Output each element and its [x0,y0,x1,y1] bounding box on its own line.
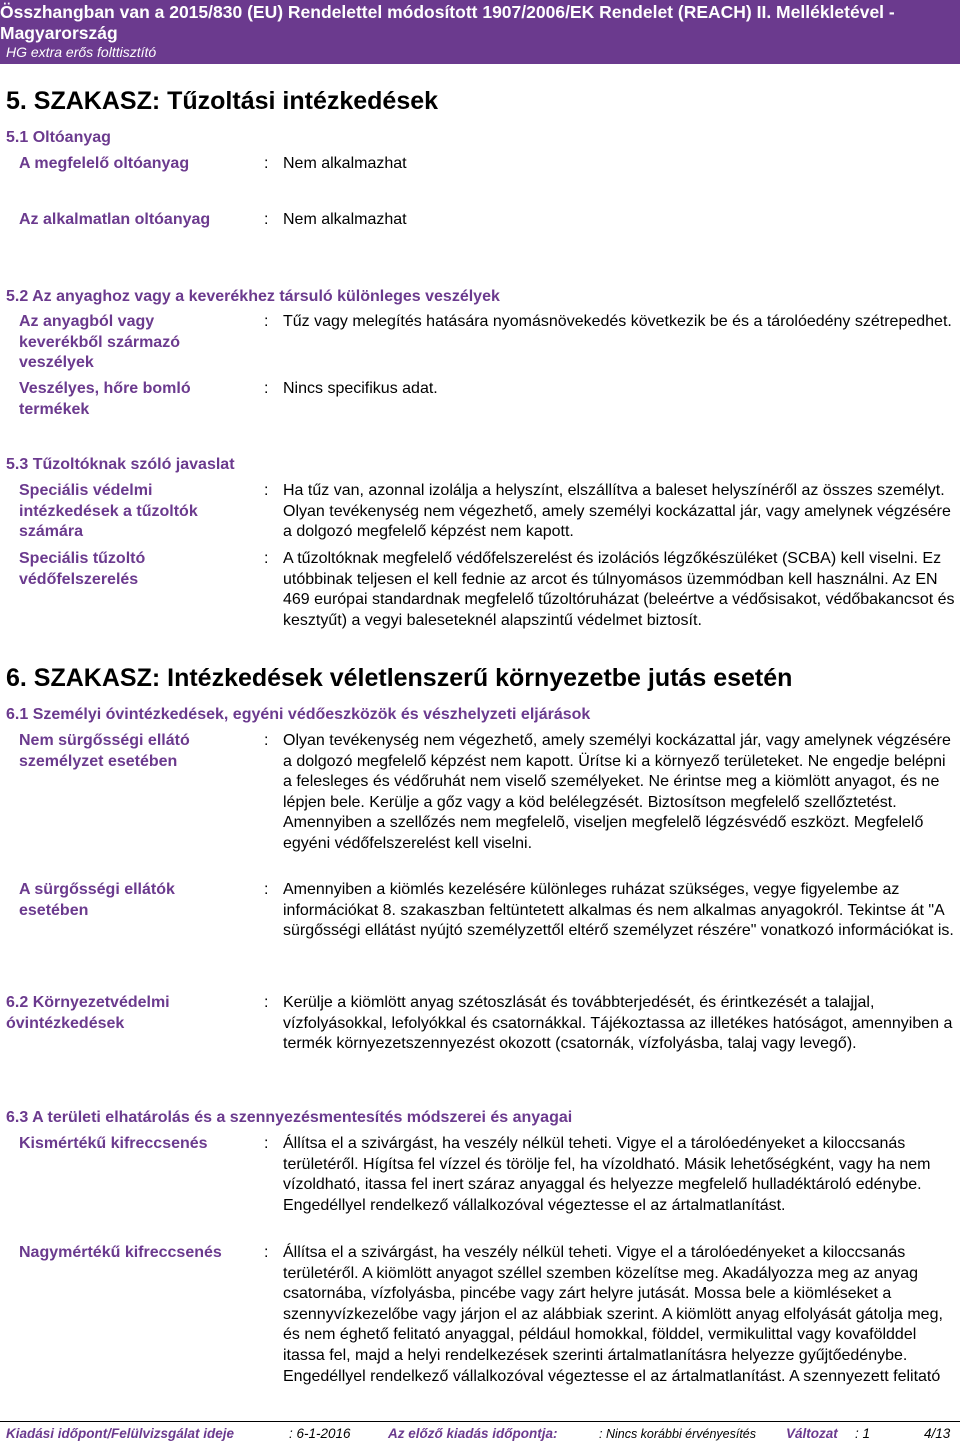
field-label: Speciális védelmi intézkedések a tűzoltók számára [19,482,198,541]
subsection-5-2-title: 5.2 Az anyaghoz vagy a keverékhez társuló különleges veszélyek [6,288,500,305]
field-value: Ha tűz van, azonnal izolálja a helyszínt, elszállítva a baleset helyszínéről az összes személyt. Olyan tevékenység nem végezhető, amely személyi kockázattal jár, vagy amelynek végzésére a dolgozó megfelelő képzést nem kapott. [283,482,951,541]
field-value: Állítsa el a szivárgást, ha veszély nélkül teheti. Vigye el a tárolóedényeket a kiloccsanás területéről. A kiömlött anyagot széllel szemben közelítse meg. Akadályozza meg az anyag csatornába, vízfolyásba, pincébe vagy zárt helyre jutását. Mossa bele a kiömléseket a szennyvízkezelőbe vagy járjon el az alábbiak szerint. A kiömlött anyag elfolyását gátolja meg, és nem éghető felitató anyaggal, például homokkal, földdel, vermikulittal vagy kovafölddel itassa fel, majd a helyi rendelkezések szerinti ártalmatlanításra helyezze gyűjtőedénybe. Engedéllyel rendelkező vállalkozóval végeztesse el az ártalmatlanítást. A szennyezett felitató [283,1244,943,1385]
subsection-6-1-title: 6.1 Személyi óvintézkedések, egyéni védőeszközök és vészhelyzeti eljárások [6,706,591,723]
field-label: A megfelelő oltóanyag [19,155,190,172]
field-value: Kerülje a kiömlött anyag szétoszlását és továbbterjedését, és érintkezését a talajjal, vízfolyásokkal, lefolyókkal és csatornákkal. Tájékoztassa az illetékes hatóságot, amennyiben a termék környezetszennyezést okozott (csatornák, vízfolyásba, talaj vagy levegő). [283,994,953,1053]
regulation-title: Összhangban van a 2015/830 (EU) Rendelettel módosított 1907/2006/EK Rendelet (REACH) II. Mellékletével - Magyarország [0,2,895,43]
field-value: Olyan tevékenység nem végezhető, amely személyi kockázattal jár, vagy amelynek végzésére a dolgozó megfelelő képzést nem kapott. Ürítse ki a környező területeket. Ne engedje belépni a felesleges és védőruhát nem viselő személyeket. Ne érintse meg a kiömlött anyagot, és ne lépjen bele. Kerülje a gőz vagy a köd belélegzését. Biztosítson megfelelő szellőztetést. Amennyiben a szellőzés nem megfelelõ, viseljen megfelelõ légzésvédő eszközt. Megfelelő egyéni védőfelszerelést kell viselni. [283,732,951,852]
issue-date-value: : 6-1-2016 [289,1426,351,1441]
previous-issue-value: : Nincs korábbi érvényesítés [599,1427,757,1441]
product-name: HG extra erős folttisztító [6,44,157,60]
subsection-6-3-title: 6.3 A területi elhatárolás és a szennyezésmentesítés módszerei és anyagai [6,1109,573,1126]
field-value: A tűzoltóknak megfelelő védőfelszerelést és izolációs légzőkészüléket (SCBA) kell viselni. Ez utóbbinak teljesen el kell fednie az arcot és túlnyomásos üzemmódban kell használni. Az EN 469 európai standardnak megfelelő tűzoltóruházat (beleértve a védősisakot, védőbakancsot és kesztyűt) a vegyi baleseteknél alapszintű védelmet biztosít. [283,550,955,629]
field-value: Amennyiben a kiömlés kezelésére különleges ruházat szükséges, vegye figyelembe az információkat 8. szakaszban feltüntetett alkalmas és nem alkalmas anyagokról. Tekintse át "A sürgősségi ellátást nyújtó személyzettől eltérő személyzet részére" vonatkozó információkat is. [283,881,954,940]
field-label: Az alkalmatlan oltóanyag [19,211,211,228]
field-value: Nincs specifikus adat. [283,380,438,397]
colon-separator: : [264,1135,269,1152]
section-6-title: 6. SZAKASZ: Intézkedések véletlenszerű környezetbe jutás esetén [6,664,793,692]
section-5-title: 5. SZAKASZ: Tűzoltási intézkedések [6,87,439,115]
page-footer [0,1421,960,1446]
field-label: Veszélyes, hőre bomló termékek [19,380,191,418]
subsection-5-1-title: 5.1 Oltóanyag [6,129,111,146]
colon-separator: : [264,380,269,397]
previous-issue-label: Az előző kiadás időpontja: [388,1426,558,1441]
colon-separator: : [264,313,269,330]
version-value: : 1 [855,1426,871,1441]
field-value: Állítsa el a szivárgást, ha veszély nélkül teheti. Vigye el a tárolóedényeket a kiloccsanás területéről. Hígítsa fel vízzel és törölje fel, ha vízoldható. Másik lehetőségként, vagy ha nem vízoldható, itassa fel inert száraz anyaggal és helyezze megfelelő hulladéktároló edénybe. Engedéllyel rendelkező vállalkozóval végeztesse el az ártalmatlanítást. [283,1135,931,1214]
field-value: Nem alkalmazhat [283,211,407,228]
field-label: Nem sürgősségi ellátó személyzet esetében [19,732,190,770]
subsection-6-2-title: 6.2 Környezetvédelmi óvintézkedések [6,994,170,1032]
field-value: Nem alkalmazhat [283,155,407,172]
field-label: Kismértékű kifreccsenés [19,1135,208,1152]
version-label: Változat [786,1426,838,1441]
field-value: Tűz vagy melegítés hatására nyomásnövekedés következik be és a tárolóedény szétrepedhet. [283,313,952,330]
issue-date-label: Kiadási időpont/Felülvizsgálat ideje [6,1426,235,1441]
colon-separator: : [264,211,269,228]
colon-separator: : [264,482,269,499]
field-label: Az anyagból vagy keverékből származó veszélyek [19,313,180,372]
document-header [0,0,960,64]
field-label: Speciális tűzoltó védőfelszerelés [19,550,146,588]
colon-separator: : [264,994,269,1011]
subsection-5-3-title: 5.3 Tűzoltóknak szóló javaslat [6,456,235,473]
page-number: 4/13 [924,1426,951,1441]
colon-separator: : [264,1244,269,1261]
colon-separator: : [264,732,269,749]
field-label: A sürgősségi ellátók esetében [19,881,175,919]
colon-separator: : [264,155,269,172]
colon-separator: : [264,550,269,567]
field-label: Nagymértékű kifreccsenés [19,1244,222,1261]
colon-separator: : [264,881,269,898]
